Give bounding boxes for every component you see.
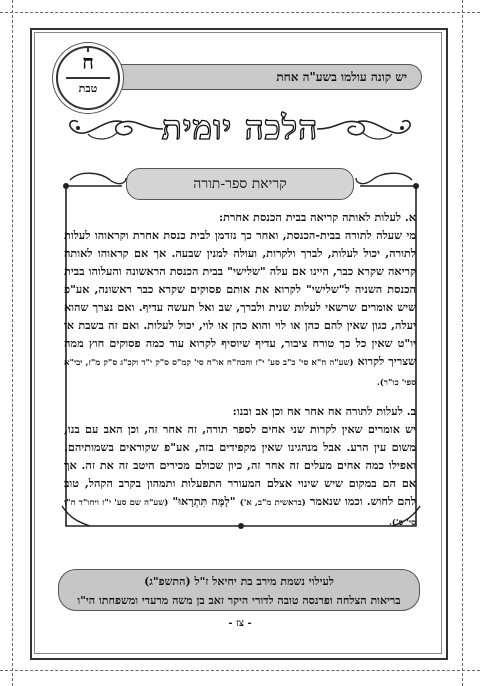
header-ribbon-text: יש קונה עולמו בשע"ה אחת [276,69,407,84]
section-a-text [64,226,416,392]
clock-month: טבת [78,82,98,95]
halacha-body [64,208,416,532]
page-number: - צז - [228,618,252,629]
header-ribbon [92,64,422,90]
dedication-line-1: לעילוי נשמת מירב בת יחיאל ז"ל (התשפ"ג) [144,575,334,588]
section-a-source: (שע"ה ח"א סי' כ"ב סע' י"ז והכה"ח או"ח סי' קמ"ס ס"ק י"ד וקכ"ג ס"ק מ"ז, יבי"א ספי' כו"ר). [64,358,416,388]
dedication-banner [58,569,420,611]
clock-badge [56,46,120,110]
section-a-body: מי שעלה לתורה בבית-הכנסת, ואחר כך נזדמן לבית כנסת אחרת וקראוהו לעלות לתורה, יכול לעלות, לברך ולקרות, ועולה למנין שבעה. אך אם קראוהו לאותה קריאה שקרא כבר, היינו אם עלה "שלישי" בבית הכנסת הראשונה והעלוהו בבית הכנסת השניה ל"שלישי" לקרוא את אותם פסוקים שקרא כבר ראשונה, אע"פ שיש אומרים שרשאי לעלות שנית ולברך, שב ואל תעשה עדיף. ואם נצרך שהוא יעלה, כגון שאין להם כהן או לוי והוא כהן או לוי, יכול לעלות. ואם זה בשבת או יו"ט שאין כל כך טורח ציבור, עדיף שיוסיף לקרוא עוד כמה פסוקים חוץ ממה שצריך לקרוא [64,228,416,368]
topic-title: קריאת ספר-תורה [193,176,287,192]
section-b-source-1: (בראשית מ"ב, א') [239,498,306,508]
cut-line-left [12,0,13,686]
section-b-heading: ב. לעלות לתורה אח אחר אח וכן אב ובנו: [232,404,416,418]
clock-divider [66,77,110,79]
dedication-line-2: בריאות הצלחה ופרנסה טובה לדורי היקר זאב בן משה מרעדי ומשפחתו הי"ו [77,594,401,607]
section-a-heading: א. לעלות לאותה קריאה בבית הכנסת אחרת: [218,210,416,224]
cut-line-bottom [0,670,480,671]
main-title: הלכה יומית [161,108,319,147]
cut-line-top [0,12,480,13]
section-b-source-2: (שע"ה שם סע' י"ז ויחו"ד ח"ו סי' ס'). [64,498,416,528]
section-b-quote: "לָמָּה תִּתְרָאוּ" [172,494,236,508]
clock-date-letter: ח [82,50,94,74]
section-b-body: יש אומרים שאין לקרות שני אחים לספר תורה, זה אחר זה, וכן האב עם בנו, משום עין הרע. אבל מנהגינו שאין מקפידים בזה, אע"פ שקוראים בשמותיהם. ואפילו כמה אחים מעלים זה אחר זה, כיון שכולם מכירים היטב זה את זה. אך אם הם במקום שיש שינוי אצלם המעורר התפעלות ותמהון בקרב הקהל, טוב להם לחוש. וכמו שנאמר [64,422,416,508]
section-b-text [64,420,416,532]
flourish-right-icon [312,114,422,144]
topic-banner [126,168,354,200]
cut-line-right [462,0,463,686]
